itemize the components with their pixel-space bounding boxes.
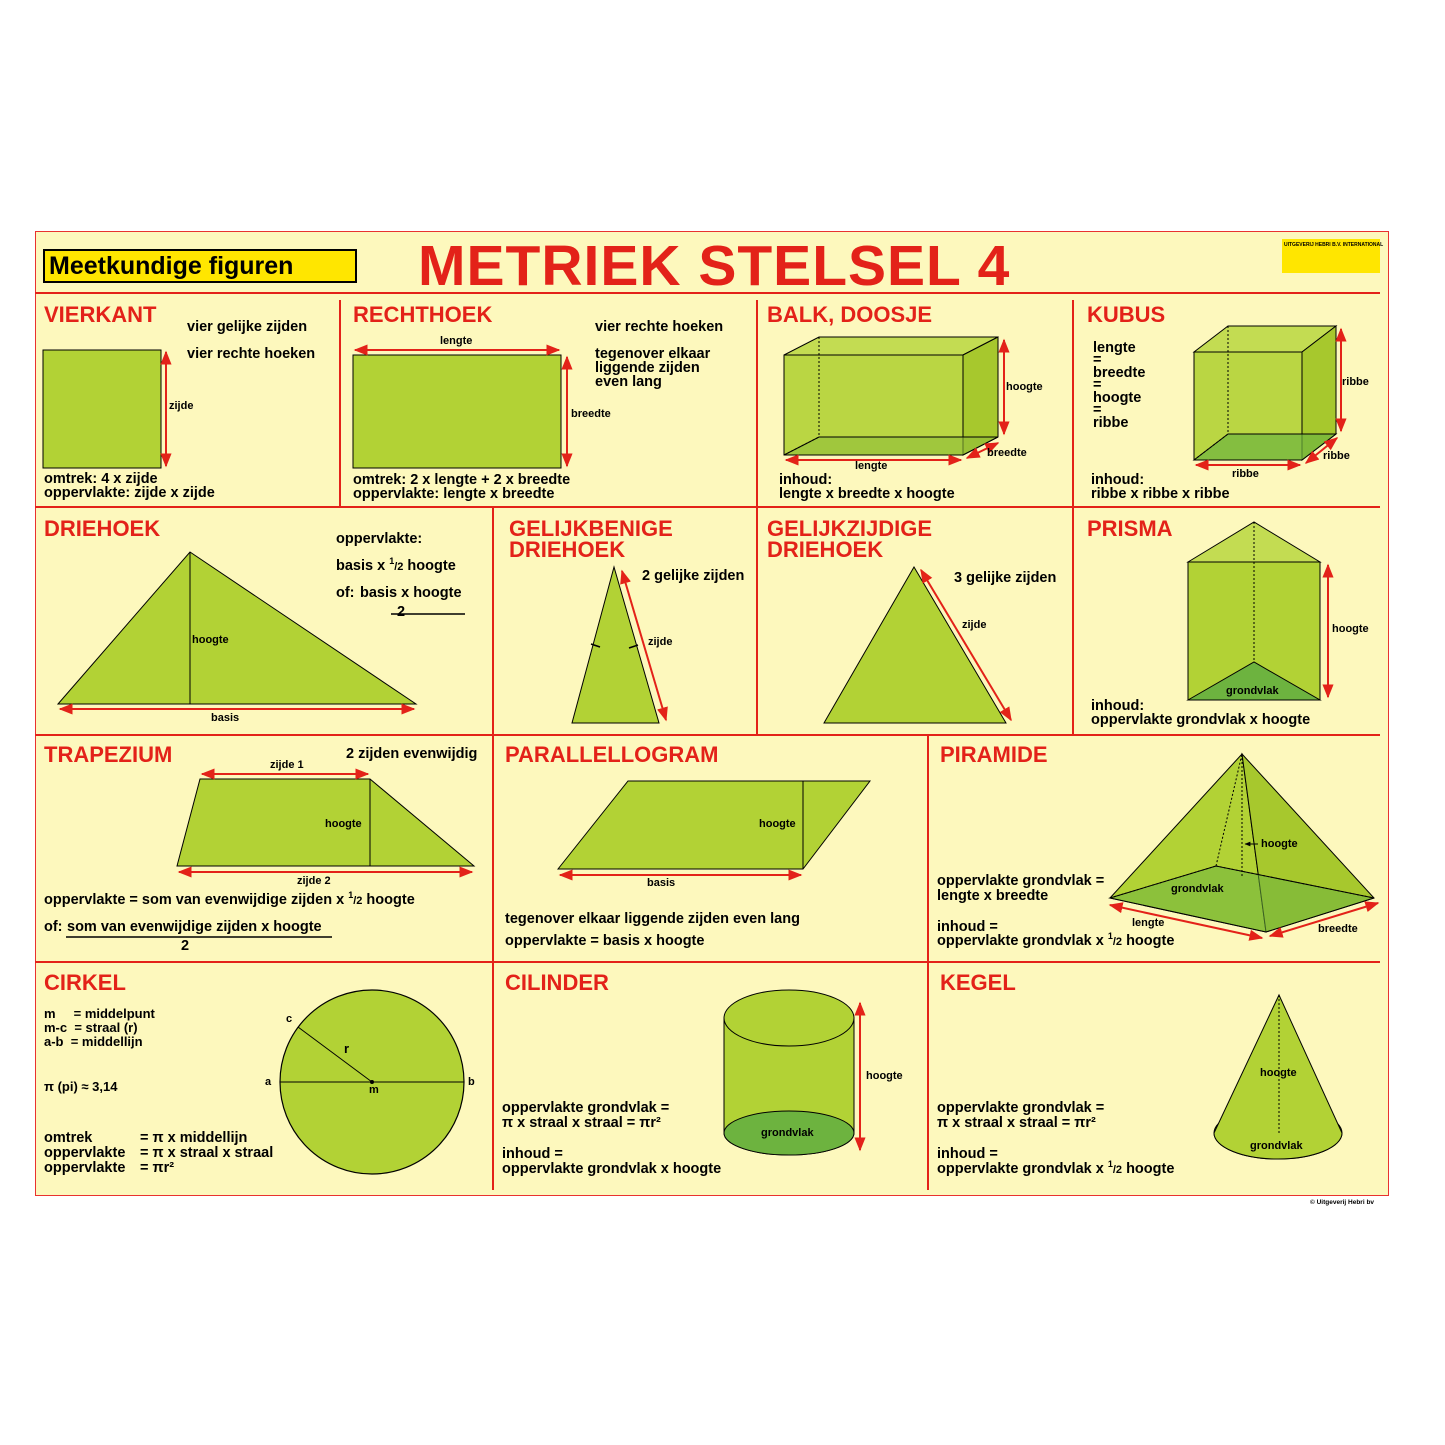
trapezium-side1-label: zijde 1 <box>270 759 304 771</box>
cirkel-f2-value: = π x straal x straal <box>140 1145 274 1161</box>
vierkant-side-label: zijde <box>169 400 194 412</box>
driehoek-title: DRIEHOEK <box>44 516 161 541</box>
rechthoek-prop1: vier rechte hoeken <box>595 319 724 335</box>
vierkant-title: VIERKANT <box>44 302 157 327</box>
kegel-formula4: oppervlakte grondvlak x $^1$/2 hoogte <box>937 1159 1175 1177</box>
subtitle-box: Meetkundige figuren <box>43 249 357 283</box>
rechthoek-width-label: breedte <box>571 408 611 420</box>
copyright: © Uitgeverij Hebri bv <box>1310 1199 1375 1206</box>
trapezium-alt-prefix: of: <box>44 919 63 935</box>
trapezium-alt-numerator: som van evenwijdige zijden x hoogte <box>67 919 322 935</box>
trapezium-formula1: oppervlakte = som van evenwijdige zijden x $^1$/2 hoogte <box>44 890 415 908</box>
gelijkbenig-prop: 2 gelijke zijden <box>642 568 745 584</box>
gelijkbenig-title-l1: GELIJKBENIGE <box>509 516 673 541</box>
rechthoek-formula1: omtrek: 2 x lengte + 2 x breedte <box>353 472 571 488</box>
piramide-width-label: breedte <box>1318 923 1358 935</box>
page-title: METRIEK STELSEL 4 <box>418 234 1011 298</box>
parallelogram-figure <box>558 781 870 875</box>
cirkel-title: CIRKEL <box>44 970 126 995</box>
publisher-name: UITGEVERIJ HEBRI B.V. INTERNATIONAL <box>1284 242 1384 248</box>
kegel-height-label: hoogte <box>1260 1067 1297 1079</box>
gelijkzijdig-title-l2: DRIEHOEK <box>767 537 884 562</box>
cirkel-pi: π (pi) ≈ 3,14 <box>44 1079 118 1094</box>
cirkel-f1-value: = π x middellijn <box>140 1130 248 1146</box>
vierkant-prop2: vier rechte hoeken <box>187 346 316 362</box>
parallellogram-title: PARALLELLOGRAM <box>505 742 719 767</box>
trapezium-side2-label: zijde 2 <box>297 875 331 887</box>
trapezium-alt-denominator: 2 <box>181 938 190 954</box>
vierkant-formula2: oppervlakte: zijde x zijde <box>44 485 215 501</box>
vierkant-prop1: vier gelijke zijden <box>187 319 308 335</box>
piramide-title: PIRAMIDE <box>940 742 1048 767</box>
publisher-logo <box>1282 239 1384 273</box>
trapezium-height-label: hoogte <box>325 818 362 830</box>
rechthoek-formula2: oppervlakte: lengte x breedte <box>353 486 555 502</box>
prisma-formula2: oppervlakte grondvlak x hoogte <box>1091 712 1311 728</box>
kubus-formula2: ribbe x ribbe x ribbe <box>1091 486 1230 502</box>
cirkel-f3-name: oppervlakte <box>44 1160 126 1176</box>
balk-formula2: lengte x breedte x hoogte <box>779 486 955 502</box>
prisma-height-label: hoogte <box>1332 623 1369 635</box>
cirkel-f1-name: omtrek <box>44 1130 93 1146</box>
cirkel-point-b: b <box>468 1076 475 1088</box>
prisma-base-label: grondvlak <box>1226 685 1279 697</box>
rectangle-figure <box>353 350 567 468</box>
kegel-formula2: π x straal x straal = πr² <box>937 1115 1096 1131</box>
piramide-formula1: oppervlakte grondvlak = <box>937 873 1105 889</box>
cube-figure <box>1194 326 1341 465</box>
trapezium-title: TRAPEZIUM <box>44 742 173 767</box>
rechthoek-prop2-l3: even lang <box>595 374 662 390</box>
cilinder-formula1: oppervlakte grondvlak = <box>502 1100 670 1116</box>
kegel-formula1: oppervlakte grondvlak = <box>937 1100 1105 1116</box>
piramide-formula2: lengte x breedte <box>937 888 1049 904</box>
kubus-formula1: inhoud: <box>1091 472 1145 488</box>
gelijkzijdig-prop: 3 gelijke zijden <box>954 570 1057 586</box>
kubus-edge-label-depth: ribbe <box>1323 450 1350 462</box>
kegel-title: KEGEL <box>940 970 1016 995</box>
cilinder-height-label: hoogte <box>866 1070 903 1082</box>
kubus-edge-label-right: ribbe <box>1342 376 1369 388</box>
kubus-title: KUBUS <box>1087 302 1166 327</box>
kubus-edge-label-bottom: ribbe <box>1232 468 1259 480</box>
kubus-eq1: lengte <box>1093 340 1136 356</box>
cirkel-def1: m = middelpunt <box>44 1006 155 1021</box>
cirkel-point-a: a <box>265 1076 272 1088</box>
parallellogram-base-label: basis <box>647 877 676 889</box>
pyramid-figure <box>1110 754 1378 938</box>
driehoek-alt-prefix: of: <box>336 585 355 601</box>
kubus-eq-sign-1: = <box>1093 352 1102 368</box>
triangle-figure <box>58 552 465 709</box>
cuboid-figure <box>784 337 1004 460</box>
balk-title: BALK, DOOSJE <box>767 302 933 327</box>
square-figure <box>43 350 166 468</box>
piramide-base-label: grondvlak <box>1171 883 1224 895</box>
equilateral-triangle-figure <box>824 567 1011 723</box>
circle-figure <box>280 990 464 1174</box>
cilinder-title: CILINDER <box>505 970 609 995</box>
gelijkzijdig-side-label: zijde <box>962 619 987 631</box>
kegel-base-label: grondvlak <box>1250 1140 1303 1152</box>
parallellogram-formula1: tegenover elkaar liggende zijden even lang <box>505 911 800 927</box>
gelijkbenig-side-label: zijde <box>648 636 673 648</box>
cilinder-formula4: oppervlakte grondvlak x hoogte <box>502 1161 722 1177</box>
kubus-eq4: ribbe <box>1093 415 1129 431</box>
prisma-formula1: inhoud: <box>1091 698 1145 714</box>
prism-figure <box>1188 522 1328 700</box>
trapezium-prop: 2 zijden evenwijdig <box>346 746 478 762</box>
cirkel-point-c: c <box>286 1013 293 1025</box>
trapezoid-figure <box>66 774 474 937</box>
kegel-formula3: inhoud = <box>937 1146 998 1162</box>
prisma-title: PRISMA <box>1087 516 1173 541</box>
cilinder-base-label: grondvlak <box>761 1127 814 1139</box>
driehoek-alt-numerator: basis x hoogte <box>360 585 462 601</box>
gelijkbenig-title-l2: DRIEHOEK <box>509 537 626 562</box>
driehoek-area-formula: basis x $^1$/2 hoogte <box>336 556 456 574</box>
cirkel-def2: m-c = straal (r) <box>44 1020 138 1035</box>
piramide-formula3: inhoud = <box>937 919 998 935</box>
balk-height-label: hoogte <box>1006 381 1043 393</box>
piramide-formula4: oppervlakte grondvlak x $^1$/2 hoogte <box>937 931 1175 949</box>
cirkel-point-m: m <box>369 1084 379 1096</box>
balk-length-label: lengte <box>855 460 888 472</box>
parallellogram-height-label: hoogte <box>759 818 796 830</box>
vierkant-formula1: omtrek: 4 x zijde <box>44 471 158 487</box>
kubus-eq3: hoogte <box>1093 390 1142 406</box>
cirkel-radius-label: r <box>344 1041 350 1056</box>
rechthoek-prop2-l2: liggende zijden <box>595 360 700 376</box>
piramide-length-label: lengte <box>1132 917 1165 929</box>
kubus-eq2: breedte <box>1093 365 1146 381</box>
cirkel-f2-name: oppervlakte <box>44 1145 126 1161</box>
driehoek-base-label: basis <box>211 712 240 724</box>
cirkel-f3-value: = πr² <box>140 1160 175 1176</box>
driehoek-area-label: oppervlakte: <box>336 531 423 547</box>
kubus-eq-sign-3: = <box>1093 402 1102 418</box>
rechthoek-title: RECHTHOEK <box>353 302 493 327</box>
driehoek-alt-denominator: 2 <box>397 604 406 620</box>
balk-width-label: breedte <box>987 447 1027 459</box>
piramide-height-label: hoogte <box>1261 838 1298 850</box>
cilinder-formula3: inhoud = <box>502 1146 563 1162</box>
parallellogram-formula2: oppervlakte = basis x hoogte <box>505 933 705 949</box>
cirkel-def3: a-b = middellijn <box>44 1034 143 1049</box>
kubus-eq-sign-2: = <box>1093 377 1102 393</box>
balk-formula1: inhoud: <box>779 472 833 488</box>
cilinder-formula2: π x straal x straal = πr² <box>502 1115 661 1131</box>
rechthoek-length-label: lengte <box>440 335 473 347</box>
rechthoek-prop2-l1: tegenover elkaar <box>595 346 711 362</box>
driehoek-height-label: hoogte <box>192 634 229 646</box>
gelijkzijdig-title-l1: GELIJKZIJDIGE <box>767 516 933 541</box>
